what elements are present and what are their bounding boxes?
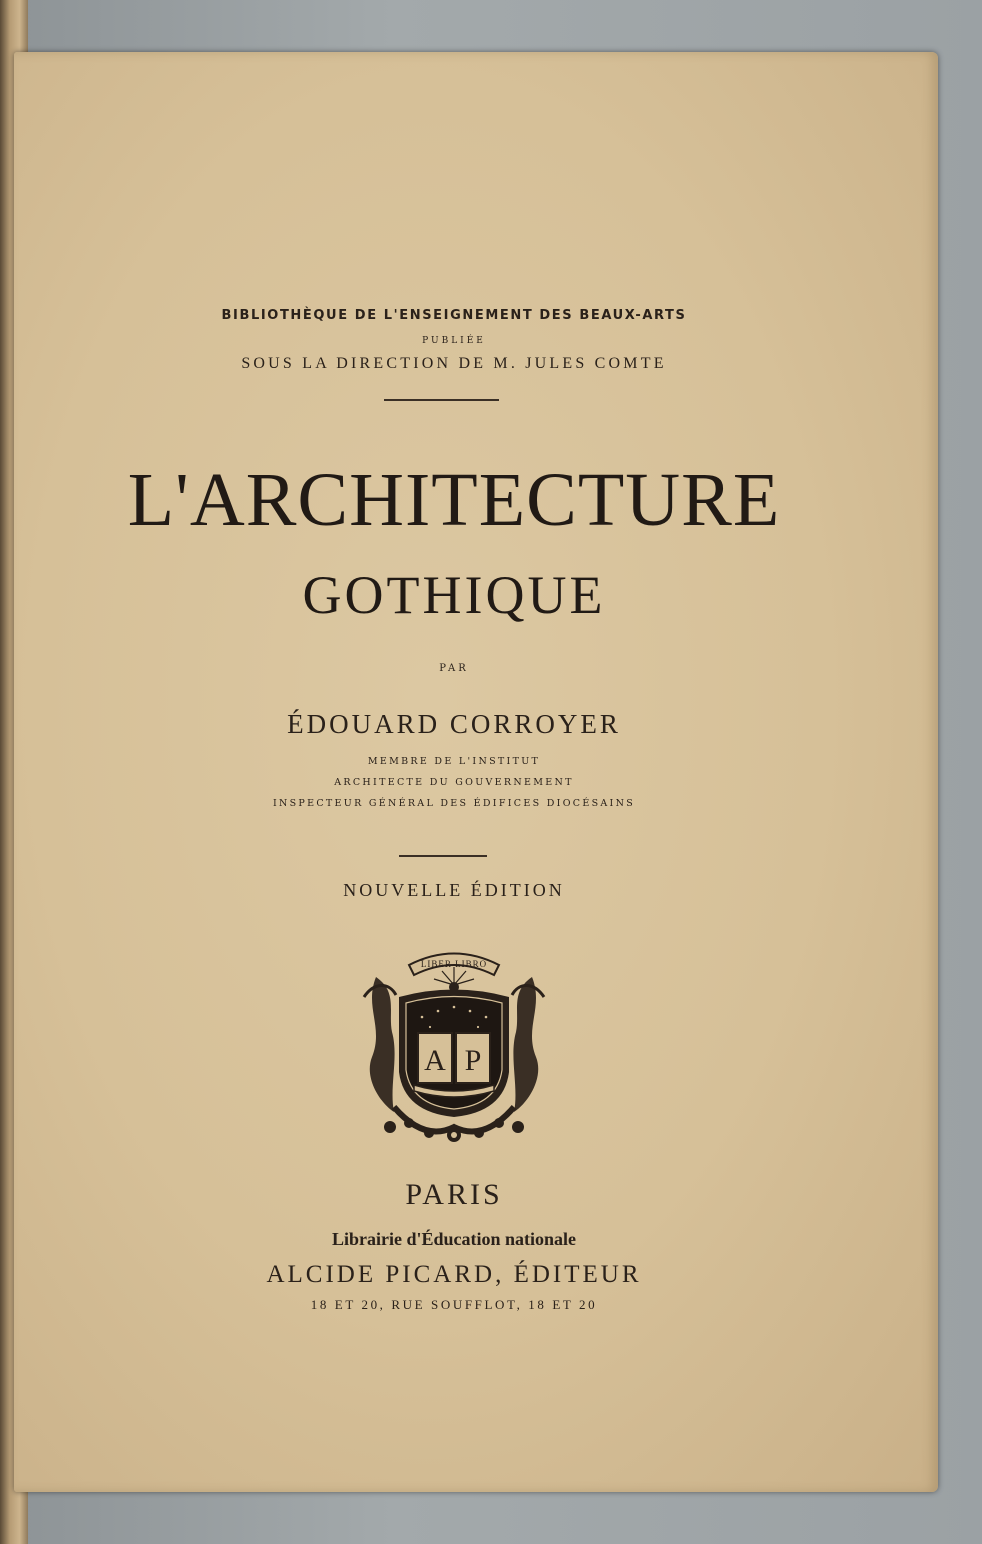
divider-rule-middle (399, 855, 487, 857)
publiee-label: PUBLIÉE (422, 336, 486, 346)
emblem-motto: LIBER LIBRO (420, 959, 488, 969)
author-credential: ARCHITECTE DU GOUVERNEMENT (334, 777, 574, 788)
imprint-editeur: ALCIDE PICARD, ÉDITEUR (266, 1261, 642, 1288)
publisher-emblem-icon (354, 937, 554, 1157)
imprint-publisher: Librairie d'Éducation nationale (331, 1229, 577, 1249)
imprint-city: PARIS (405, 1178, 503, 1211)
imprint-address: 18 ET 20, RUE SOUFFLOT, 18 ET 20 (310, 1297, 598, 1312)
svg-text:P: P (464, 1044, 482, 1077)
title-page (14, 52, 938, 1492)
author-credential: INSPECTEUR GÉNÉRAL DES ÉDIFICES DIOCÉSAINS (272, 798, 636, 809)
edition-label: NOUVELLE ÉDITION (343, 880, 565, 900)
book-title-main: L'ARCHITECTURE (127, 458, 781, 542)
by-label: PAR (439, 663, 469, 674)
divider-rule-top (384, 399, 499, 401)
series-title: BIBLIOTHÈQUE DE L'ENSEIGNEMENT DES BEAUX-ARTS (221, 308, 687, 323)
direction-line: SOUS LA DIRECTION DE M. JULES COMTE (241, 355, 667, 372)
author-name: ÉDOUARD CORROYER (287, 709, 621, 739)
svg-text:A: A (424, 1044, 446, 1077)
book-title-sub: GOTHIQUE (302, 565, 606, 625)
author-credential: MEMBRE DE L'INSTITUT (367, 756, 541, 767)
